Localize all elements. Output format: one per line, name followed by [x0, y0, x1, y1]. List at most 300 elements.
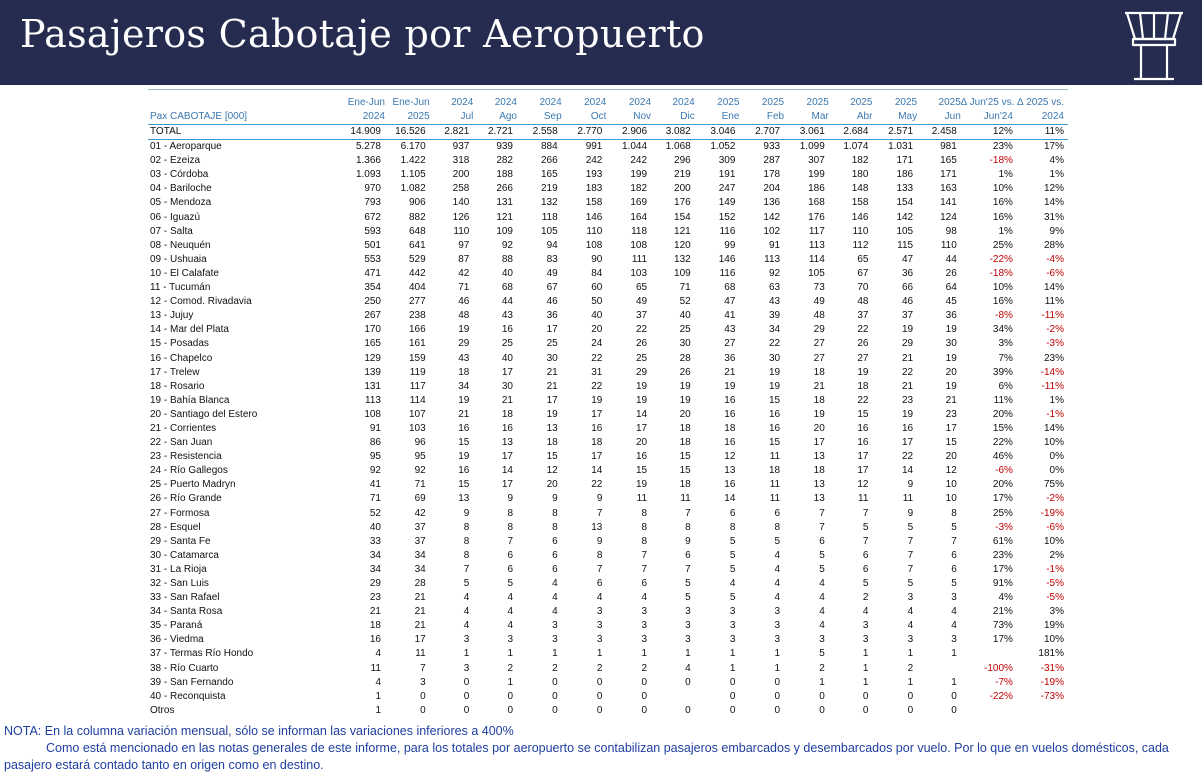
airport-name: 27 - Formosa — [150, 507, 210, 519]
value-cell: 5 — [685, 592, 691, 604]
value-cell: 42 — [458, 267, 470, 279]
value-cell: 23 — [945, 408, 957, 420]
value-cell: 17 — [857, 451, 869, 463]
airport-name: 05 - Mendoza — [150, 197, 212, 209]
value-cell: 163 — [940, 183, 957, 195]
value-cell: 3 — [774, 620, 781, 632]
value-cell: 3 — [685, 606, 691, 618]
value-cell: 18 — [591, 437, 603, 449]
column-header-top: 2025 — [761, 97, 785, 108]
value-cell: 0 — [774, 676, 781, 688]
value-cell: 0 — [463, 704, 470, 716]
column-header-bottom: Abr — [829, 110, 873, 125]
value-cell: 92 — [501, 239, 513, 251]
value-cell: 1 — [774, 648, 781, 660]
value-cell: 672 — [364, 211, 381, 223]
value-cell: 7 — [907, 535, 914, 547]
variation-cell: 1% — [998, 169, 1013, 181]
value-cell: 4 — [819, 620, 825, 632]
value-cell: 146 — [585, 211, 603, 223]
value-cell: 937 — [452, 141, 470, 153]
value-cell: 64 — [945, 282, 957, 294]
value-cell: 13 — [813, 493, 825, 505]
value-cell: 19 — [902, 324, 914, 336]
value-cell: 188 — [496, 169, 513, 181]
value-cell: 7 — [907, 549, 914, 561]
column-header-top: 2024 — [672, 97, 695, 108]
value-cell: 318 — [452, 155, 470, 167]
value-cell: 5 — [729, 535, 736, 547]
variation-cell: 23% — [992, 549, 1013, 561]
value-cell: 180 — [851, 169, 869, 181]
airport-name: 33 - San Rafael — [150, 592, 220, 604]
value-cell: 404 — [409, 282, 426, 294]
variation-cell: 181% — [1038, 648, 1064, 660]
variation-cell: 1% — [1049, 169, 1064, 181]
value-cell: 186 — [896, 169, 914, 181]
variation-cell: 10% — [1043, 437, 1064, 449]
airport-name: 21 - Corrientes — [150, 422, 217, 434]
variation-cell: 21% — [992, 606, 1013, 618]
value-cell: 20 — [679, 408, 691, 420]
value-cell: 14 — [635, 408, 648, 420]
column-header-bottom: Jul — [430, 110, 474, 125]
column-header-bottom: Ene — [695, 110, 740, 125]
value-cell: 117 — [409, 380, 426, 392]
value-cell: 4 — [907, 606, 914, 618]
variation-cell: 17% — [1043, 141, 1064, 153]
value-cell: 6 — [507, 549, 513, 561]
value-cell: 296 — [674, 155, 691, 167]
table-row — [148, 478, 1068, 492]
value-cell: 29 — [902, 338, 914, 350]
variation-cell: 3% — [1049, 606, 1064, 618]
value-cell: 71 — [414, 479, 426, 491]
table-row — [148, 507, 1068, 521]
value-cell: 4 — [507, 620, 513, 632]
value-cell: 43 — [458, 352, 470, 364]
value-cell: 23 — [902, 394, 914, 406]
value-cell: 28 — [679, 352, 691, 364]
value-cell: 1.074 — [843, 141, 869, 153]
variation-cell: -2% — [1046, 493, 1064, 505]
value-cell: 15 — [458, 437, 470, 449]
value-cell: 22 — [902, 366, 914, 378]
value-cell: 0 — [774, 704, 781, 716]
value-cell: 3 — [862, 634, 869, 646]
value-cell: 8 — [641, 507, 648, 519]
variation-cell: 9% — [1049, 225, 1064, 237]
value-cell: 1 — [685, 648, 691, 660]
value-cell: 4 — [862, 606, 869, 618]
value-cell: 5 — [907, 521, 914, 533]
value-cell: 165 — [541, 169, 558, 181]
value-cell: 1 — [951, 676, 957, 688]
variation-cell: 12% — [1043, 183, 1064, 195]
value-cell: 9 — [507, 493, 513, 505]
value-cell: 23 — [369, 592, 381, 604]
table-row — [148, 676, 1068, 690]
value-cell: 34 — [369, 563, 381, 575]
value-cell: 2 — [507, 662, 513, 674]
column-header-top: 2024 — [584, 97, 607, 108]
value-cell: 141 — [940, 197, 957, 209]
value-cell: 22 — [591, 479, 603, 491]
column-header-bottom: Dic — [651, 110, 695, 125]
value-cell: 2 — [819, 662, 825, 674]
value-cell: 95 — [414, 451, 426, 463]
table-row — [148, 366, 1068, 380]
value-cell: 103 — [630, 267, 648, 279]
value-cell: 7 — [862, 535, 869, 547]
value-cell: 7 — [907, 563, 914, 575]
value-cell: 17 — [501, 451, 513, 463]
value-cell: 0 — [862, 704, 869, 716]
variation-cell: 1% — [1049, 394, 1064, 406]
airport-name: 07 - Salta — [150, 225, 193, 237]
value-cell: 1.052 — [710, 141, 736, 153]
value-cell: 86 — [369, 437, 381, 449]
variation-cell: -22% — [989, 690, 1013, 702]
value-cell: 169 — [630, 197, 648, 209]
value-cell: 27 — [813, 352, 825, 364]
value-cell: 21 — [501, 394, 513, 406]
value-cell: 16 — [724, 408, 736, 420]
value-cell: 16 — [635, 451, 648, 463]
value-cell: 4 — [552, 606, 558, 618]
value-cell: 73 — [813, 282, 825, 294]
value-cell: 105 — [896, 225, 914, 237]
value-cell: 11 — [680, 493, 691, 505]
column-header-top: 2024 — [628, 97, 652, 108]
variation-cell: -3% — [1046, 338, 1064, 350]
value-cell: 13 — [458, 493, 470, 505]
value-cell: 117 — [808, 225, 825, 237]
value-cell: 4 — [596, 592, 603, 604]
value-cell: 0 — [596, 676, 603, 688]
value-cell: 19 — [945, 380, 957, 392]
value-cell: 4 — [951, 606, 957, 618]
value-cell: 1 — [507, 676, 513, 688]
value-cell: 17 — [501, 479, 513, 491]
value-cell: 107 — [409, 408, 426, 420]
table-row — [148, 196, 1068, 210]
variation-cell: -19% — [1040, 507, 1064, 519]
value-cell: 30 — [768, 352, 781, 364]
value-cell: 3 — [507, 634, 513, 646]
variation-cell: -6% — [1046, 521, 1064, 533]
value-cell: 112 — [852, 239, 869, 251]
table-row — [148, 619, 1068, 633]
variation-cell: 16% — [992, 197, 1013, 209]
value-cell: 0 — [463, 676, 470, 688]
value-cell: 553 — [364, 253, 381, 265]
variation-cell — [1017, 704, 1068, 718]
column-header-top: 2025 — [938, 97, 961, 108]
value-cell: 10 — [945, 479, 957, 491]
value-cell: 52 — [679, 296, 691, 308]
airport-name: Otros — [150, 704, 175, 716]
value-cell: 15 — [768, 437, 781, 449]
value-cell: 11 — [769, 479, 781, 491]
value-cell: 16 — [458, 465, 470, 477]
value-cell: 69 — [414, 493, 426, 505]
value-cell: 14 — [902, 465, 914, 477]
table-row — [148, 394, 1068, 408]
value-cell: 15 — [679, 465, 691, 477]
value-cell: 48 — [813, 310, 825, 322]
value-cell: 641 — [409, 239, 426, 251]
value-cell: 29 — [813, 324, 825, 336]
value-cell: 0 — [552, 704, 558, 716]
value-cell: 71 — [369, 493, 381, 505]
value-cell: 15 — [546, 451, 558, 463]
table-row — [148, 436, 1068, 450]
value-cell: 1 — [641, 648, 648, 660]
value-cell: 2.770 — [562, 125, 607, 140]
control-tower-icon — [1122, 3, 1186, 81]
table-row — [148, 521, 1068, 535]
value-cell: 309 — [718, 155, 736, 167]
value-cell: 2.707 — [739, 125, 784, 140]
column-header-top: ∆ Jun'25 vs. — [960, 97, 1015, 108]
variation-cell: 15% — [992, 422, 1013, 434]
airport-name: 08 - Neuquén — [150, 239, 211, 251]
value-cell: 282 — [496, 155, 513, 167]
value-cell: 2 — [641, 662, 648, 674]
value-cell: 118 — [541, 211, 558, 223]
table-row — [148, 140, 1068, 155]
value-cell: 22 — [591, 380, 603, 392]
value-cell: 5 — [774, 535, 781, 547]
variation-cell: 20% — [992, 479, 1013, 491]
value-cell: 471 — [364, 267, 381, 279]
value-cell: 71 — [679, 282, 691, 294]
value-cell: 5.278 — [355, 141, 381, 153]
value-cell: 1 — [862, 662, 869, 674]
airport-name: 23 - Resistencia — [150, 451, 222, 463]
value-cell: 113 — [365, 394, 381, 406]
value-cell: 19 — [945, 324, 957, 336]
value-cell: 13 — [724, 465, 736, 477]
value-cell: 2 — [862, 592, 869, 604]
table-row — [148, 633, 1068, 647]
value-cell: 793 — [364, 197, 381, 209]
variation-cell: -6% — [995, 465, 1013, 477]
value-cell: 24 — [591, 338, 603, 350]
value-cell: 200 — [674, 183, 691, 195]
variation-cell: -19% — [1040, 676, 1064, 688]
variation-cell: 23% — [992, 141, 1013, 153]
value-cell: 7 — [596, 507, 603, 519]
value-cell: 14 — [724, 493, 736, 505]
value-cell: 6 — [685, 549, 691, 561]
value-cell: 5 — [729, 592, 736, 604]
column-header-bottom: Jun — [917, 110, 961, 125]
airport-name: 37 - Termas Río Hondo — [150, 648, 254, 660]
passenger-table — [148, 96, 1068, 718]
value-cell: 7 — [463, 563, 470, 575]
value-cell: 1.366 — [355, 155, 381, 167]
value-cell: 199 — [808, 169, 825, 181]
airport-name: 09 - Ushuaia — [150, 253, 207, 265]
value-cell: 0 — [463, 690, 470, 702]
value-cell: 71 — [458, 282, 470, 294]
value-cell: 67 — [857, 267, 869, 279]
value-cell: 0 — [819, 704, 825, 716]
value-cell: 44 — [945, 253, 957, 265]
table-row — [148, 225, 1068, 239]
value-cell: 7 — [951, 535, 957, 547]
airport-name: 22 - San Juan — [150, 437, 213, 449]
value-cell: 17 — [945, 422, 957, 434]
value-cell: 44 — [501, 296, 513, 308]
variation-cell: -5% — [1046, 578, 1064, 589]
value-cell: 4 — [819, 606, 825, 618]
table-row — [148, 281, 1068, 295]
value-cell: 21 — [546, 366, 558, 378]
value-cell: 6 — [507, 563, 513, 575]
airport-name: 06 - Iguazú — [150, 211, 201, 223]
column-header-bottom: 2024 — [337, 110, 385, 125]
value-cell: 242 — [630, 155, 648, 167]
variation-cell: -31% — [1040, 662, 1064, 674]
value-cell: 4 — [507, 606, 513, 618]
value-cell: 17 — [501, 366, 513, 378]
value-cell: 5 — [507, 578, 513, 589]
value-cell: 1 — [907, 676, 914, 688]
value-cell: 19 — [857, 366, 869, 378]
value-cell: 4 — [641, 592, 648, 604]
value-cell: 307 — [808, 155, 825, 167]
value-cell: 19 — [768, 380, 781, 392]
column-header-bottom: Nov — [606, 110, 651, 125]
airport-name: 12 - Comod. Rivadavia — [150, 296, 252, 308]
table-row — [148, 662, 1068, 676]
value-cell: 140 — [452, 197, 470, 209]
value-cell: 18 — [813, 366, 825, 378]
value-cell: 30 — [501, 380, 513, 392]
value-cell: 66 — [902, 282, 914, 294]
variation-cell: -6% — [1046, 267, 1064, 279]
value-cell: 0 — [507, 704, 513, 716]
table-row — [148, 704, 1068, 718]
value-cell: 116 — [719, 225, 736, 237]
value-cell: 0 — [907, 704, 914, 716]
value-cell: 1 — [819, 676, 825, 688]
value-cell: 12 — [857, 479, 869, 491]
value-cell: 21 — [414, 606, 426, 618]
variation-cell: 6% — [998, 380, 1013, 392]
value-cell: 4 — [685, 662, 691, 674]
value-cell: 5 — [819, 563, 825, 575]
value-cell: 1.031 — [888, 141, 914, 153]
variation-cell: -18% — [989, 155, 1013, 167]
value-cell: 16 — [902, 422, 914, 434]
value-cell: 105 — [808, 267, 825, 279]
value-cell: 84 — [591, 267, 603, 279]
value-cell: 0 — [685, 704, 691, 716]
variation-cell: 31% — [1043, 211, 1064, 223]
value-cell: 16 — [768, 422, 781, 434]
variation-cell: -7% — [995, 676, 1013, 688]
value-cell: 2.458 — [917, 125, 961, 140]
value-cell: 3 — [596, 620, 603, 632]
value-cell: 37 — [902, 310, 914, 322]
value-cell: 22 — [591, 352, 603, 364]
table-row — [148, 577, 1068, 591]
value-cell: 2.558 — [517, 125, 562, 140]
value-cell: 18 — [501, 408, 513, 420]
column-header-top: Ene-Jun — [392, 97, 430, 108]
table-row — [148, 323, 1068, 337]
variation-cell: -4% — [1046, 253, 1064, 265]
value-cell: 3.082 — [651, 125, 695, 140]
value-cell: 109 — [496, 225, 513, 237]
value-cell: 46 — [458, 296, 470, 308]
variation-cell: 3% — [998, 338, 1013, 350]
variation-cell: 10% — [992, 282, 1013, 294]
value-cell: 4 — [463, 592, 470, 604]
value-cell: 18 — [546, 437, 558, 449]
value-cell: 8 — [729, 521, 736, 533]
value-cell: 17 — [857, 465, 869, 477]
value-cell: 108 — [364, 408, 381, 420]
value-cell: 1.422 — [400, 155, 426, 167]
value-cell: 186 — [808, 183, 825, 195]
value-cell: 3 — [596, 606, 603, 618]
value-cell: 29 — [369, 578, 381, 589]
variation-cell: 75% — [1043, 479, 1064, 491]
value-cell: 21 — [813, 380, 825, 392]
value-cell: 43 — [724, 324, 736, 336]
variation-cell: 17% — [992, 563, 1013, 575]
value-cell: 15 — [635, 465, 648, 477]
value-cell: 6 — [641, 578, 648, 589]
value-cell: 17 — [414, 634, 426, 646]
variation-cell: -22% — [989, 253, 1013, 265]
value-cell: 16 — [724, 479, 736, 491]
value-cell: 0 — [774, 690, 781, 702]
value-cell: 114 — [409, 394, 426, 406]
table-row — [148, 549, 1068, 563]
airport-name: 34 - Santa Rosa — [150, 606, 223, 618]
value-cell: 99 — [724, 239, 736, 251]
value-cell: 182 — [630, 183, 648, 195]
variation-cell: -1% — [1046, 408, 1064, 420]
value-cell: 49 — [813, 296, 825, 308]
value-cell: 11 — [769, 493, 781, 505]
value-cell: 0 — [951, 690, 957, 702]
row-label-header: Pax CABOTAJE [000] — [148, 110, 337, 125]
value-cell: 8 — [641, 521, 648, 533]
value-cell: 27 — [857, 352, 869, 364]
value-cell: 3 — [641, 620, 648, 632]
value-cell: 200 — [452, 169, 470, 181]
value-cell: 97 — [458, 239, 470, 251]
explanation-text: Como está mencionado en las notas generales de este informe, para los totales por aeropuerto se contabilizan pasajeros embarcados y desembarcados por vuelo. Por lo que en vuelos domésticos, cada pasajero estará contado tanto en origen como en destino. — [4, 741, 1169, 772]
value-cell: 9 — [463, 507, 470, 519]
value-cell: 2 — [596, 662, 603, 674]
variation-cell: 39% — [992, 366, 1013, 378]
value-cell: 3 — [596, 634, 603, 646]
airport-name: 28 - Esquel — [150, 521, 201, 533]
value-cell: 41 — [369, 479, 381, 491]
airport-name: 36 - Viedma — [150, 634, 204, 646]
table-row — [148, 408, 1068, 422]
value-cell: 17 — [813, 437, 825, 449]
value-cell: 8 — [463, 535, 470, 547]
